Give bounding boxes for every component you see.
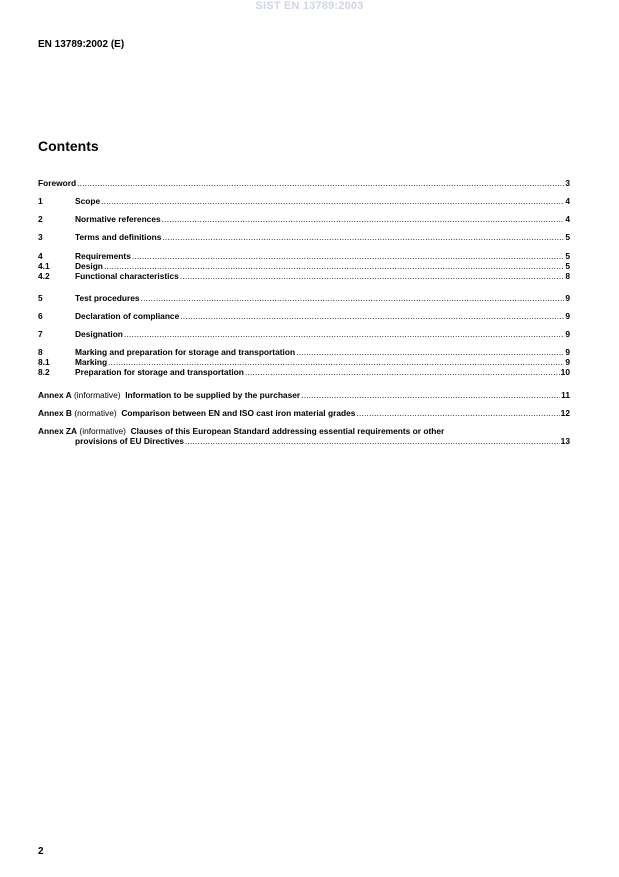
toc-section-5[interactable] [38, 293, 570, 303]
toc-page: 9 [565, 329, 570, 339]
toc-number: 3 [38, 232, 43, 242]
toc-section-8-group [38, 347, 570, 377]
page-number: 2 [38, 846, 44, 857]
leader-dots [296, 347, 564, 357]
toc-page: 9 [565, 357, 570, 367]
toc-title: Requirements [75, 251, 131, 261]
toc-section-8-2[interactable] [38, 367, 570, 377]
annex-label: Annex B [38, 408, 72, 418]
toc-title: Information to be supplied by the purchaser [125, 390, 301, 400]
toc-page: 9 [565, 311, 570, 321]
leader-dots [132, 251, 564, 261]
toc-number: 8 [38, 347, 43, 357]
toc-title-continued: provisions of EU Directives [75, 436, 184, 446]
toc-number: 2 [38, 214, 43, 224]
toc-title: Marking and preparation for storage and transportation [75, 347, 296, 357]
leader-dots [356, 408, 559, 418]
toc-page: 3 [565, 178, 570, 188]
toc-title: Marking [75, 357, 108, 367]
leader-dots [180, 271, 565, 281]
toc-number: 4 [38, 251, 43, 261]
leader-dots [301, 390, 560, 400]
toc-number: 6 [38, 311, 43, 321]
toc-page: 9 [565, 293, 570, 303]
toc-section-8-1[interactable] [38, 357, 570, 367]
toc-page: 4 [565, 214, 570, 224]
leader-dots [185, 436, 560, 446]
leader-dots [77, 178, 564, 188]
leader-dots [104, 261, 564, 271]
toc-page: 9 [565, 347, 570, 357]
leader-dots [124, 329, 564, 339]
annex-label: Annex ZA [38, 426, 78, 436]
toc-title: Designation [75, 329, 123, 339]
toc-page: 5 [565, 251, 570, 261]
toc-page: 4 [565, 196, 570, 206]
toc-title: Design [75, 261, 103, 271]
toc-title: Scope [75, 196, 101, 206]
leader-dots [162, 232, 564, 242]
toc-section-2[interactable] [38, 214, 570, 224]
toc-section-4-2[interactable] [38, 271, 570, 281]
toc-foreword[interactable] [38, 178, 570, 188]
toc-page: 12 [560, 408, 570, 418]
leader-dots [108, 357, 564, 367]
toc-annex-za[interactable] [38, 426, 570, 446]
toc-section-1[interactable] [38, 196, 570, 206]
toc-section-4[interactable] [38, 251, 570, 261]
toc-title: Terms and definitions [75, 232, 162, 242]
toc-annex-a[interactable] [38, 390, 570, 400]
toc-page: 10 [560, 367, 570, 377]
toc-section-6[interactable] [38, 311, 570, 321]
toc-title: Functional characteristics [75, 271, 179, 281]
watermark: SIST EN 13789:2003 [255, 0, 364, 12]
leader-dots [245, 367, 560, 377]
toc-title: Normative references [75, 214, 161, 224]
toc-number: 4.1 [38, 261, 50, 271]
contents-heading: Contents [38, 138, 99, 154]
toc-title: Foreword [38, 178, 77, 188]
leader-dots [141, 293, 565, 303]
annex-type: (informative) [74, 390, 121, 400]
toc-section-4-1[interactable] [38, 261, 570, 271]
toc-section-4-group [38, 251, 570, 281]
annex-type: (normative) [74, 408, 117, 418]
toc-title: Declaration of compliance [75, 311, 180, 321]
toc-title: Preparation for storage and transportation [75, 367, 244, 377]
annex-label: Annex A [38, 390, 72, 400]
toc-page: 5 [565, 232, 570, 242]
toc-number: 8.1 [38, 357, 50, 367]
document-header: EN 13789:2002 (E) [38, 39, 125, 50]
toc-section-8[interactable] [38, 347, 570, 357]
toc-title: Comparison between EN and ISO cast iron material grades [121, 408, 356, 418]
toc-number: 1 [38, 196, 43, 206]
leader-dots [101, 196, 564, 206]
toc-title: Clauses of this European Standard addressing essential requirements or other [130, 426, 445, 436]
toc-page: 5 [565, 261, 570, 271]
toc-number: 7 [38, 329, 43, 339]
toc-page: 13 [560, 436, 570, 446]
toc-page: 8 [565, 271, 570, 281]
toc-number: 4.2 [38, 271, 50, 281]
toc-section-3[interactable] [38, 232, 570, 242]
leader-dots [180, 311, 564, 321]
toc-title: Test procedures [75, 293, 140, 303]
annex-type: (informative) [79, 426, 126, 436]
leader-dots [162, 214, 565, 224]
toc-section-7[interactable] [38, 329, 570, 339]
toc-number: 8.2 [38, 367, 50, 377]
toc-annex-b[interactable] [38, 408, 570, 418]
toc-number: 5 [38, 293, 43, 303]
toc-page: 11 [561, 390, 570, 400]
